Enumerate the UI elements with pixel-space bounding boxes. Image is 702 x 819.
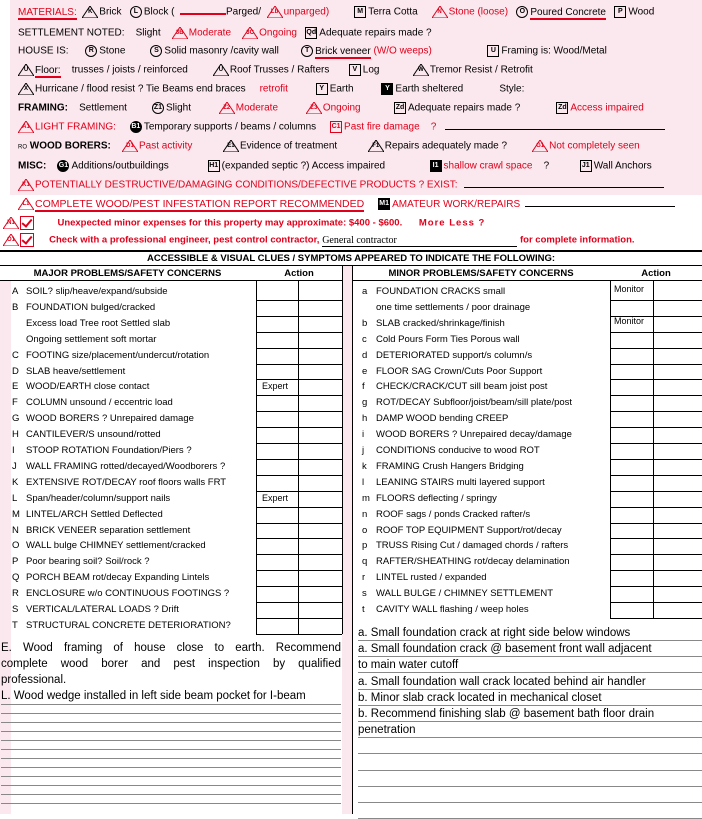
triangle-f1-icon: F1	[368, 140, 384, 152]
table-row: s WALL BULGE / CHIMNEY SETTLEMENT	[362, 588, 554, 600]
triangle-w-icon: W	[413, 64, 429, 76]
table-row: h DAMP WOOD bending CREEP	[362, 413, 509, 425]
settlement-row: SETTLEMENT NOTED: Slight 3B Moderate 3C Ongoing Qd Adequate repairs made ?	[18, 27, 432, 39]
note-line: a. Small foundation wall crack located behind air handler	[358, 675, 646, 688]
table-row: Q PORCH BEAM rot/decay Expanding Lintels	[12, 572, 210, 584]
table-row: Ongoing settlement soft mortar	[26, 333, 157, 345]
note-line: a. Small foundation crack at right side below windows	[358, 627, 631, 639]
square-m-icon: M	[354, 6, 366, 18]
note-line: a. Small foundation crack @ basement front wall adjacent	[358, 643, 652, 656]
table-row: R ENCLOSURE w/o CONTINUOUS FOOTINGS ?	[12, 588, 230, 600]
circle-l-icon: L	[130, 6, 142, 18]
square-u-icon: U	[487, 45, 499, 57]
unexpected-row: N1 Unexpected minor expenses for this property may approximate: $400 - $600. More Less ?	[3, 216, 485, 230]
checkbox-o1[interactable]	[20, 233, 34, 247]
circle-r-icon: R	[85, 45, 97, 57]
triangle-red-icon: Lb	[267, 6, 283, 18]
table-row: j CONDITIONS conducive to wood ROT	[362, 445, 540, 456]
table-row: k FRAMING Crush Hangers Bridging	[362, 460, 524, 472]
note-line: b. Recommend finishing slab @ basement bath floor drain	[358, 708, 655, 720]
triangle-k-icon: K	[82, 6, 98, 18]
triangle-a1-icon: A1	[18, 121, 34, 133]
circle-z1-icon: Z1	[152, 102, 164, 114]
table-row: B FOUNDATION bulged/cracked	[12, 301, 156, 313]
table-row: Excess load Tree root Settled slab	[26, 317, 171, 329]
square-j1-icon: J1	[580, 160, 592, 172]
table-row: b SLAB cracked/shrinkage/finish	[362, 317, 505, 329]
note-line: b. Minor slab crack located in mechanical closet	[358, 691, 602, 704]
table-row: c Cold Pours Form Ties Porous wall	[362, 333, 520, 345]
square-zd2-icon: Zd	[556, 102, 568, 114]
table-row: i WOOD BORERS ? Unrepaired decay/damage	[362, 429, 572, 441]
circle-g1-icon: G1	[57, 160, 69, 172]
triangle-e1-icon: E1	[223, 140, 239, 152]
table-row: F COLUMN unsound / eccentric load	[12, 397, 173, 409]
table-row: p TRUSS Rising Cut / damaged chords / rafters	[362, 540, 569, 552]
table-row: A SOIL? slip/heave/expand/subside	[12, 286, 168, 297]
note-line: L. Wood wedge installed in left side beam pocket for I-beam	[1, 690, 306, 702]
action-cell: Expert	[262, 381, 289, 392]
left-table-head: MAJOR PROBLEMS/SAFETY CONCERNS	[33, 268, 222, 279]
table-row: a FOUNDATION CRACKS small	[362, 286, 506, 297]
materials-label: MATERIALS:	[18, 6, 77, 18]
framing-row: FRAMING: Settlement Z1 Slight Z2 Moderate Z3 Ongoing Zd Adequate repairs made ? Zd Access impaired	[18, 102, 644, 114]
note-line: E. Wood framing of house close to earth. Recommend	[1, 642, 341, 654]
triangle-z3-icon: Z3	[306, 102, 322, 114]
table-row: d DETERIORATED support/s column/s	[362, 349, 533, 361]
triangle-u2-icon: U	[213, 64, 229, 76]
table-row: P Poor bearing soil? Soil/rock ?	[12, 556, 150, 568]
circle-b1-icon: B1	[130, 121, 142, 133]
square-qd-icon: Qd	[305, 27, 317, 39]
action-cell: Expert	[262, 492, 289, 503]
triangle-z2-icon: Z2	[219, 102, 235, 114]
wood-borers-row: RO WOOD BORERS: D1 Past activity E1 Evidence of treatment F1 Repairs adequately made ? G1 Not completely seen	[18, 140, 640, 152]
note-line: complete wood borer and pest inspection by qualified	[1, 658, 341, 670]
table-row: N BRICK VENEER separation settlement	[12, 524, 191, 536]
square-zd-icon: Zd	[394, 102, 406, 114]
table-row: I STOOP ROTATION Foundation/Piers ?	[12, 445, 192, 456]
square-i1-icon: I1	[430, 160, 442, 172]
table-row: K EXTENSIVE ROT/DECAY roof floors walls FRT	[12, 476, 227, 488]
table-row: q RAFTER/SHEATHING rot/decay delamination	[362, 556, 570, 568]
table-row: m FLOORS deflecting / springy	[362, 492, 497, 504]
table-row: T STRUCTURAL CONCRETE DETERIORATION?	[12, 619, 231, 631]
circle-s-icon: S	[150, 45, 162, 57]
right-action-head: Action	[641, 268, 671, 279]
table-row: M LINTEL/ARCH Settled Deflected	[12, 508, 163, 520]
table-row: D SLAB heave/settlement	[12, 365, 126, 377]
triangle-n1-icon: N1	[3, 217, 19, 229]
circle-t-icon: T	[301, 45, 313, 57]
action-cell: Monitor	[614, 315, 645, 326]
table-row: H CANTILEVER/S unsound/rotted	[12, 429, 161, 441]
table-row: l LEANING STAIRS multi layered support	[362, 476, 545, 488]
triangle-3b-icon: 3B	[172, 27, 188, 39]
materials-row: MATERIALS: K Brick L Block ( Parged/ Lb unparged) M Terra Cotta N Stone (loose) O Poured Concrete P Wood	[18, 6, 655, 18]
triangle-x-icon: X	[18, 83, 34, 95]
table-row: f CHECK/CRACK/CUT sill beam joist post	[362, 381, 548, 393]
square-m1-icon: M1	[378, 198, 390, 210]
table-row: L Span/header/column/support nails	[12, 492, 171, 504]
floor-row: U Floor: trusses / joists / reinforced U Roof Trusses / Rafters V Log W Tremor Resist / Retrofit	[18, 64, 533, 76]
circle-o-icon: O	[516, 6, 528, 18]
table-row: O WALL bulge CHIMNEY settlement/cracked	[12, 540, 206, 552]
square-v-icon: V	[349, 64, 361, 76]
triangle-3c-icon: 3C	[242, 27, 258, 39]
table-row: J WALL FRAMING rotted/decayed/Woodborers ?	[12, 460, 226, 472]
note-line: professional.	[1, 674, 67, 686]
triangle-k1-icon: K1	[18, 179, 34, 191]
note-line: to main water cutoff	[358, 659, 459, 672]
light-framing-row: A1 LIGHT FRAMING: B1 Temporary supports / beams / columns C1 Past fire damage ?	[18, 121, 665, 133]
triangle-n-icon: N	[432, 6, 448, 18]
pest-report-row: L1 COMPLETE WOOD/PEST INFESTATION REPORT RECOMMENDED M1 AMATEUR WORK/REPAIRS	[18, 198, 675, 210]
triangle-g1-icon: G1	[532, 140, 548, 152]
table-row: g ROT/DECAY Subfloor/joist/beam/sill plate/post	[362, 397, 573, 409]
house-row: HOUSE IS: R Stone S Solid masonry /cavity wall T Brick veneer (W/O weeps) U Framing is: Wood/Metal	[18, 45, 607, 57]
left-action-head: Action	[284, 268, 314, 279]
table-row: e FLOOR SAG Crown/Cuts Poor Support	[362, 365, 543, 377]
square-h1-icon: H1	[208, 160, 220, 172]
check-row: O1 Check with a professional engineer, pest control contractor, General contractor for complete information.	[3, 233, 635, 247]
action-cell: Monitor	[614, 284, 645, 294]
table-row: one time settlements / poor drainage	[376, 301, 531, 313]
table-row: o ROOF TOP EQUIPMENT Support/rot/decay	[362, 524, 562, 536]
triangle-o1-icon: O1	[3, 234, 19, 246]
table-row: r LINTEL rusted / expanded	[362, 572, 487, 584]
right-table-head: MINOR PROBLEMS/SAFETY CONCERNS	[388, 268, 574, 279]
hurricane-row: X Hurricane / flood resist ? Tie Beams end braces retrofit Y Earth Y Earth sheltered Style:	[18, 83, 524, 95]
table-row: G WOOD BORERS ? Unrepaired damage	[12, 413, 194, 425]
table-row: t CAVITY WALL flashing / weep holes	[362, 604, 529, 615]
triangle-d1-icon: D1	[122, 140, 138, 152]
note-line: penetration	[358, 724, 416, 737]
square-p-icon: P	[614, 6, 626, 18]
table-row: n ROOF sags / ponds Cracked rafter/s	[362, 508, 531, 520]
triangle-u-icon: U	[18, 64, 34, 76]
square-y-icon: Y	[316, 83, 328, 95]
square-y-black-icon: Y	[381, 83, 393, 95]
table-row: C FOOTING size/placement/undercut/rotation	[12, 349, 210, 361]
misc-row: MISC: G1 Additions/outbuildings H1 (expanded septic ?) Access impaired I1 shallow crawl space ? J1 Wall Anchors	[18, 160, 652, 172]
triangle-l1-icon: L1	[18, 198, 34, 210]
section-title: ACCESSIBLE & VISUAL CLUES / SYMPTOMS APPEARED TO INDICATE THE FOLLOWING:	[147, 253, 555, 264]
table-row: S VERTICAL/LATERAL LOADS ? Drift	[12, 604, 179, 615]
destructive-row: K1 POTENTIALLY DESTRUCTIVE/DAMAGING CONDITIONS/DEFECTIVE PRODUCTS ? EXIST:	[18, 179, 664, 191]
square-c1-icon: C1	[330, 121, 342, 133]
table-row: E WOOD/EARTH close contact	[12, 381, 150, 393]
checkbox-n1[interactable]	[20, 216, 34, 230]
